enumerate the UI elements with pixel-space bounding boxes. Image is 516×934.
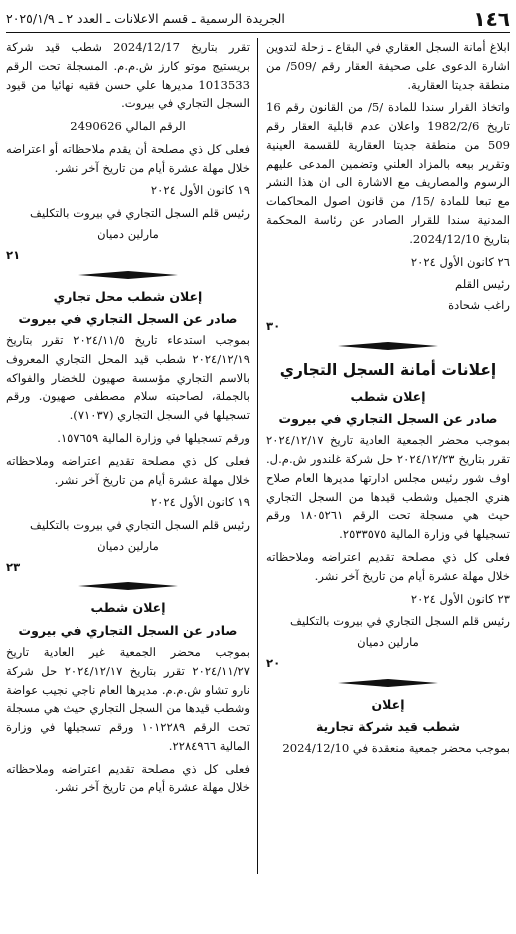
signature-title: رئيس قلم السجل التجاري في بيروت بالتكليف <box>30 518 250 533</box>
left-column <box>6 38 250 928</box>
page-number: ١٤٦ <box>473 6 510 31</box>
page-header <box>6 6 510 33</box>
signature-title: رئيس قلم السجل التجاري في بيروت بالتكليف <box>30 206 250 221</box>
notice-title: إعلان شطب <box>350 388 426 404</box>
signature-name: مارلين دميان <box>97 227 159 242</box>
separator-ornament <box>6 582 250 590</box>
section-title: إعلانات أمانة السجل التجاري <box>279 360 497 379</box>
notice-title: إعلان شطب <box>90 600 166 616</box>
paragraph: بموجب استدعاء تاريخ ٢٠٢٤/١١/٥ تقرر بتاريخ ٢٠٢٤/١٢/١٩ شطب قيد المحل التجاري المعروف بالاسم التجاري مؤسسة صهيون للخضار والفواكه بالجملة، لصاحبته سلام مصطفى صهيون. ورقم تسجيلها في السجل التجاري (٧١٠٣٧). <box>6 333 250 423</box>
notice-date: ٢٦ كانون الأول ٢٠٢٤ <box>410 254 510 269</box>
notice-number: ٢١ <box>6 247 21 262</box>
notice-date: ١٩ كانون الأول ٢٠٢٤ <box>150 183 250 198</box>
separator-ornament <box>6 271 250 279</box>
notice-subtitle: شطب قيد شركة تجارية <box>315 718 461 734</box>
notice-subtitle: صادر عن السجل التجاري في بيروت <box>278 411 498 427</box>
signature-name: مارلين دميان <box>97 538 159 553</box>
paragraph: فعلى كل ذي مصلحة أن يقدم ملاحظاته أو اعتراضه خلال مهلة عشرة أيام من تاريخ آخر نشر. <box>6 141 250 175</box>
notice-date: ١٩ كانون الأول ٢٠٢٤ <box>150 495 250 510</box>
paragraph: بموجب محضر الجمعية غير العادية تاريخ ٢٠٢٤/١١/٢٧ تقرر بتاريخ ٢٠٢٤/١٢/١٧ حل شركة نارو تشاو ش.م.م. مديرها العام ناجي نجيب عواضة وشطب قيدها من السجل التجاري حيث هي مسجلة تحت الرقم ١٠١٢٢٨٩ ورقم تسجيلها في وزارة المالية ٢٢٨٤٩٦٦. <box>6 644 250 753</box>
paragraph: ابلاغ أمانة السجل العقاري في البقاع ـ زحلة لتدوين اشارة الدعوى على صحيفة العقار رقم /509/ من منطقة جديتا العقارية. <box>266 40 510 92</box>
paragraph: فعلى كل ذي مصلحة تقديم اعتراضه وملاحظاته خلال مهلة عشرة أيام من تاريخ آخر نشر. <box>6 453 250 487</box>
signature-title: رئيس قلم السجل التجاري في بيروت بالتكليف <box>290 614 510 629</box>
signature-name: راغب شحادة <box>448 298 510 313</box>
paragraph: تقرر بتاريخ 2024/12/17 شطب قيد شركة بريستيج موتو كارز ش.م.م. المسجلة تحت الرقم 1013533 مديرها علي حسن فقيه نهائيا من قيود السجل التجاري في بيروت. <box>6 40 250 111</box>
paragraph: فعلى كل ذي مصلحة تقديم اعتراضه وملاحظاته خلال مهلة عشرة أيام من تاريخ آخر نشر. <box>6 761 250 795</box>
notice-number: ٣٠ <box>266 318 281 333</box>
separator-ornament <box>266 679 510 687</box>
notice-number: ٢٣ <box>6 559 21 574</box>
notice-number: ٢٠ <box>266 655 281 670</box>
notice-subtitle: صادر عن السجل التجاري في بيروت <box>18 622 238 638</box>
right-column <box>266 38 510 928</box>
tax-number: الرقم المالي 2490626 <box>70 119 186 134</box>
separator-ornament <box>266 342 510 350</box>
notice-date: ٢٣ كانون الأول ٢٠٢٤ <box>410 591 510 606</box>
notice-title: إعلان شطب محل تجاري <box>53 288 203 304</box>
signature-title: رئيس القلم <box>455 277 510 292</box>
notice-title: إعلان <box>371 696 405 712</box>
paragraph: ورقم تسجيلها في وزارة المالية ١٥٧٦٥٩. <box>57 431 250 445</box>
paragraph: فعلى كل ذي مصلحة تقديم اعتراضه وملاحظاته خلال مهلة عشرة أيام من تاريخ آخر نشر. <box>266 550 510 583</box>
column-divider <box>257 38 258 874</box>
paragraph: واتخاذ القرار سندا للمادة /5/ من القانون رقم 16 تاريخ 1982/2/6 واعلان عدم قابلية العقار رقم 509 من منطقة جديتا العقارية للقسمة العينية وتقرير بيعه بالمزاد العلني وتضمين المدعى عليهم الرسوم والمصاريف مع الاشارة الى ان هذا النشر مع تبعا للمادة /15/ من قانون اصول المحاكمات المدنية سندا للقرار الصادر عن رئاسة المحكمة بتاريخ 2024/12/10. <box>266 100 510 246</box>
paragraph: بموجب محضر جمعية منعقدة في 2024/12/10 <box>282 741 510 756</box>
header-title: الجريدة الرسمية ـ قسم الاعلانات ـ العدد ٢ ـ ٢٠٢٥/١/٩ <box>6 10 285 26</box>
notice-subtitle: صادر عن السجل التجاري في بيروت <box>18 310 238 326</box>
paragraph: بموجب محضر الجمعية العادية تاريخ ٢٠٢٤/١٢/١٧ تقرر بتاريخ ٢٠٢٤/١٢/٢٣ حل شركة غلندور ش.م.ل. اوف شور رئيس مجلس ادارتها مديرها العام صلاح هنري الجميل وشطب قيدها من السجل التجاري حيث هي مسجلة تحت الرقم ١٨٠٥٢٦١ ورقم تسجيلها في وزارة المالية ٢٥٣٣٥٧٥. <box>266 433 510 542</box>
signature-name: مارلين دميان <box>357 635 419 650</box>
